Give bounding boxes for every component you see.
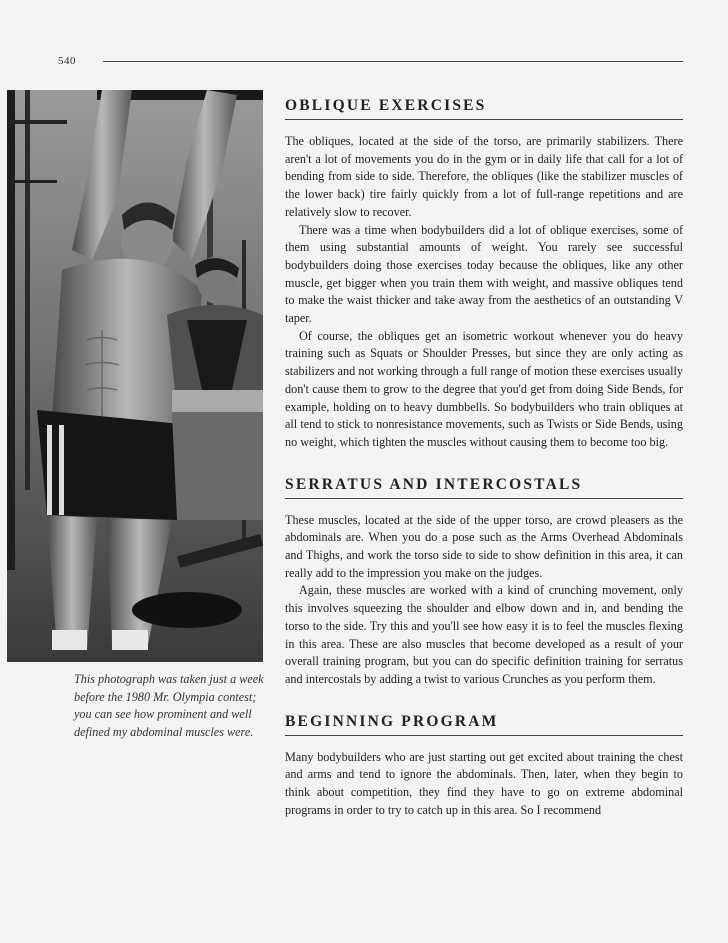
- paragraph: Many bodybuilders who are just starting out get excited about training the chest and arms and tend to ignore the abdominals. Then, later, when they begin to think about competition, they find they have to go on extreme abdominal programs in order to try to catch up in this area. So I recommend: [285, 749, 683, 817]
- paragraph: Of course, the obliques get an isometric workout whenever you do heavy training such as Squats or Shoulder Presses, but since they are only acting as stabilizers and not working through a full range of motion these exercises usually don't cause them to grow to the degree that you'd get from doing Side Bends, for example, holding on to heavy dumbbells. So bodybuilders who train obliques at all tend to stick to nonresistance movements, such as Twists or Side Bends, using no weight, which tighten the muscles without causing them to become too big.: [285, 328, 683, 449]
- section-title: BEGINNING PROGRAM: [285, 713, 683, 736]
- section-title: OBLIQUE EXERCISES: [285, 97, 683, 120]
- section-body: [285, 133, 683, 452]
- paragraph: Again, these muscles are worked with a kind of crunching movement, only this involves squeezing the shoulder and elbow down and in, and bending the torso to the side. Try this and you'll see how easy it is to feel the muscles flexing in this area. These are also muscles that become developed as a result of your overall training program, but you can do specific definition training for serratus and intercostals by adding a twist to various Crunches as you perform them.: [285, 583, 683, 686]
- bodybuilder-photo: [7, 90, 263, 662]
- section-body: [285, 512, 683, 689]
- paragraph: These muscles, located at the side of the upper torso, are crowd pleasers as the abdominals are. When you do a pose such as the Arms Overhead Abdominals and Thighs, and work the torso side to side to show definition in this area, it can really add to the impression you make on the judges.: [285, 512, 683, 580]
- photo-illustration: [7, 90, 263, 662]
- section-title: SERRATUS AND INTERCOSTALS: [285, 476, 683, 499]
- photo-caption: This photograph was taken just a week before the 1980 Mr. Olympia contest; you can see how prominent and well defined my abdominal muscles were.: [74, 672, 264, 739]
- header-rule: [103, 61, 683, 62]
- paragraph: There was a time when bodybuilders did a lot of oblique exercises, some of them using substantial amounts of weight. You rarely see successful bodybuilders doing those exercises today because the obliques, like any other muscle, get bigger when you train them with weight, and massive obliques tend to make the waist thicker and take away from the aesthetics of an outstanding V taper.: [285, 222, 683, 326]
- section-oblique-exercises: [285, 97, 683, 452]
- section-serratus-intercostals: [285, 476, 683, 689]
- paragraph: The obliques, located at the side of the torso, are primarily stabilizers. There aren't a lot of movements you do in the gym or in daily life that call for a lot of bending from side to side. Therefore, the obliques (like the stabilizer muscles of the lower back) tire fairly quickly from a lot of full-range repetitions and are relatively slow to recover.: [285, 134, 683, 219]
- section-beginning-program: [285, 713, 683, 820]
- page-number: 540: [58, 55, 76, 67]
- section-body: [285, 749, 683, 820]
- article-content: [285, 97, 683, 820]
